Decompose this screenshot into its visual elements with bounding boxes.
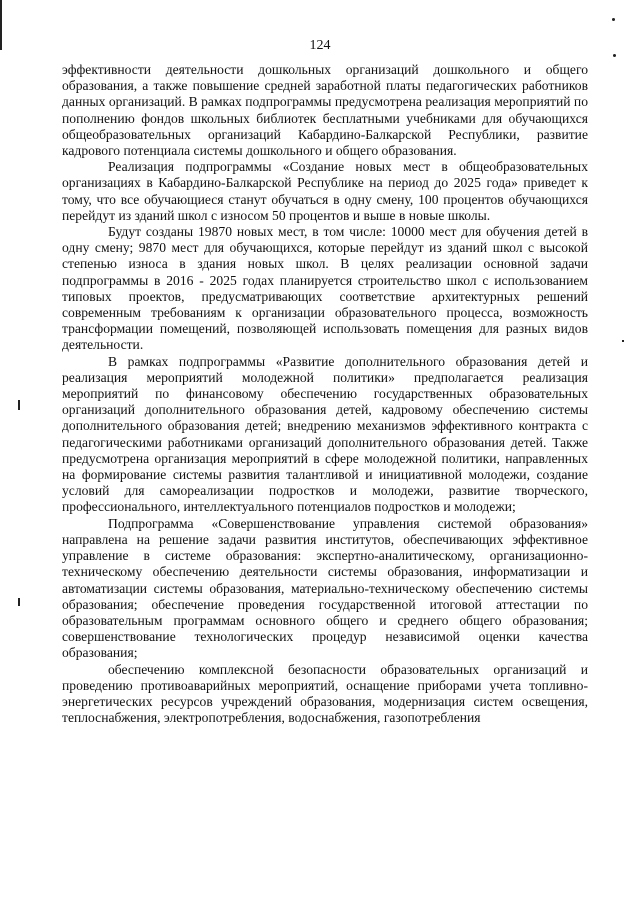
paragraph: В рамках подпрограммы «Развитие дополнительного образования детей и реализация мероприятий молодежной политики» предполагается реализация мероприятий по финансовому обеспечению государственных образовательных организаций дополнительного образования детей, кадровому обеспечению системы дополнительного образования детей; внедрению механизмов эффективного контракта с педагогическими работниками организаций дополнительного образования детей. Также предусмотрена организация мероприятий в сфере молодежной политики, направленных на формирование системы развития талантливой и инициативной молодежи, создание условий для самореализации подростков и молодежи, развитие творческого, профессионального, интеллектуального потенциалов подростков и молодежи;	[62, 353, 588, 515]
paragraph: эффективности деятельности дошкольных организаций дошкольного и общего образования, а также повышение средней заработной платы педагогических работников данных организаций. В рамках подпрограммы предусмотрена реализация мероприятий по пополнению фондов школьных библиотек бесплатными учебниками для обучающихся общеобразовательных организаций Кабардино-Балкарской Республики, развитие кадрового потенциала системы дошкольного и общего образования.	[62, 62, 588, 159]
paragraph: Реализация подпрограммы «Создание новых мест в общеобразовательных организациях в Кабардино-Балкарской Республике на период до 2025 года» приведет к тому, что все обучающиеся станут обучаться в одну смену, 100 процентов обучающихся перейдут из зданий школ с износом 50 процентов и выше в новые школы.	[62, 159, 588, 223]
scan-dot-mark	[613, 54, 616, 57]
scan-margin-mark	[18, 400, 20, 410]
scan-margin-mark	[18, 598, 20, 606]
body-text	[62, 62, 588, 726]
scan-dot-mark	[612, 18, 615, 21]
page-number: 124	[309, 38, 331, 53]
paragraph: Подпрограмма «Совершенствование управления системой образования» направлена на решение задачи развития институтов, обеспечивающих эффективное управление в системе образования: экспертно-аналитическому, организационно-техническому обеспечению деятельности системы образования, информатизации и автоматизации системы образования, материально-техническому обеспечению системы образования; обеспечение проведения государственной итоговой аттестации по образовательным программам основного общего и среднего общего образования; совершенствование технологических процедур независимой оценки качества образования;	[62, 515, 588, 661]
scan-margin-mark	[622, 340, 624, 342]
paragraph: Будут созданы 19870 новых мест, в том числе: 10000 мест для обучения детей в одну смену; 9870 мест для обучающихся, которые перейдут из зданий школ с высокой степенью износа в здания новых школ. В целях реализации основной задачи подпрограммы в 2016 - 2025 годах планируется строительство школ с использованием типовых проектов, предусматривающих соответствие архитектурных решений современным требованиям к организации образовательного процесса, возможность трансформации помещений, позволяющей использовать помещения для разных видов деятельности.	[62, 224, 588, 353]
paragraph: обеспечению комплексной безопасности образовательных организаций и проведению противоаварийных мероприятий, оснащение приборами учета топливно-энергетических ресурсов учреждений образования, модернизация систем освещения, теплоснабжения, электропотребления, водоснабжения, газопотребления	[62, 661, 588, 726]
